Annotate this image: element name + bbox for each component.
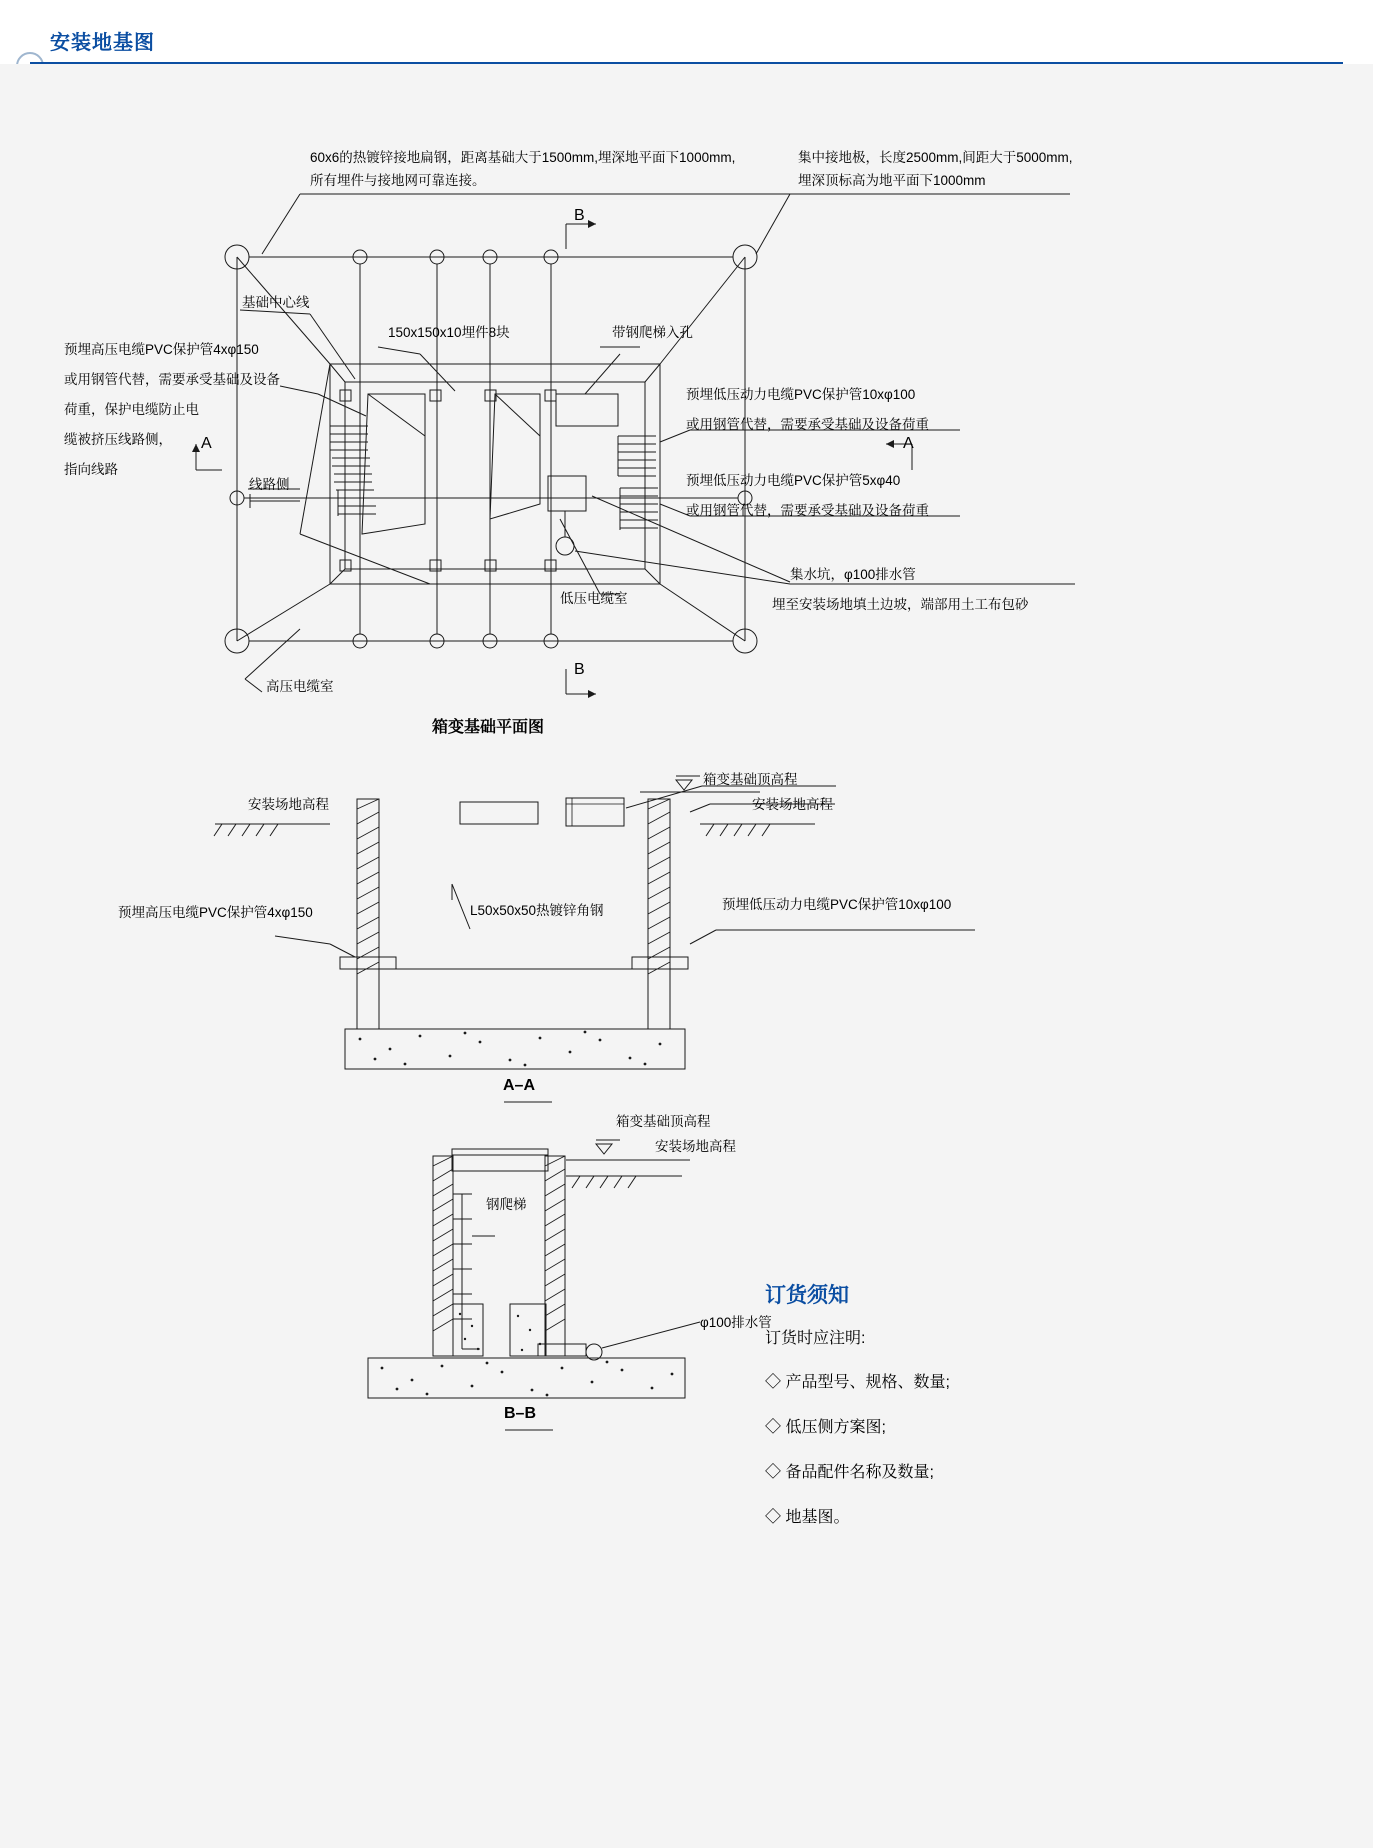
- plan-note-lv-pvc10-line2: 或用钢管代替，需要承受基础及设备荷重: [686, 417, 929, 432]
- drawing-canvas: [0, 64, 1373, 1848]
- plan-note-ground-pole-line2: 埋深顶标高为地平面下1000mm: [798, 173, 986, 188]
- aa-note-site-level-right: 安装场地高程: [752, 797, 833, 812]
- bb-note-drain: φ100排水管: [700, 1315, 772, 1330]
- plan-note-hv-pvc-line5: 指向线路: [64, 462, 118, 477]
- plan-note-lv-cable-room: 低压电缆室: [560, 591, 628, 606]
- order-notice-item-4: ◇ 地基图。: [765, 1509, 850, 1526]
- plan-note-embed-plate: 150x150x10埋件8块: [388, 325, 510, 340]
- section-bb-caption: B–B: [504, 1405, 537, 1422]
- plan-note-ground-strip-line2: 所有埋件与接地网可靠连接。: [310, 173, 486, 188]
- plan-note-hv-cable-room: 高压电缆室: [266, 679, 334, 694]
- order-notice-item-1: ◇ 产品型号、规格、数量;: [765, 1374, 950, 1391]
- bb-note-site-level: 安装场地高程: [655, 1139, 736, 1154]
- plan-note-sump-line2: 埋至安装场地填土边坡，端部用土工布包砂: [772, 597, 1029, 612]
- order-notice-title: 订货须知: [765, 1284, 849, 1307]
- aa-note-top-level: 箱变基础顶高程: [703, 772, 798, 787]
- aa-note-site-level-left: 安装场地高程: [248, 797, 329, 812]
- aa-note-angle-steel: L50x50x50热镀锌角钢: [470, 903, 604, 918]
- plan-note-ground-pole-line1: 集中接地极，长度2500mm,间距大于5000mm,: [798, 150, 1073, 165]
- plan-note-hv-pvc-line2: 或用钢管代替，需要承受基础及设备: [64, 372, 280, 387]
- plan-note-hv-pvc-line1: 预埋高压电缆PVC保护管4xφ150: [64, 342, 259, 357]
- plan-note-hv-pvc-line4: 缆被挤压线路侧，: [64, 432, 172, 447]
- section-mark-b-top: B: [574, 207, 586, 224]
- plan-note-hv-pvc-line3: 荷重，保护电缆防止电: [64, 402, 199, 417]
- plan-note-ladder-hole: 带钢爬梯入孔: [612, 325, 693, 340]
- plan-note-center-line: 基础中心线: [242, 295, 310, 310]
- plan-note-lv-pvc5-line1: 预埋低压动力电缆PVC保护管5xφ40: [686, 473, 901, 488]
- plan-note-lv-pvc10-line1: 预埋低压动力电缆PVC保护管10xφ100: [686, 387, 916, 402]
- section-mark-a-left: A: [201, 435, 213, 452]
- section-mark-b-bottom: B: [574, 661, 586, 678]
- aa-note-hv-pvc: 预埋高压电缆PVC保护管4xφ150: [118, 905, 313, 920]
- section-aa-caption: A–A: [503, 1077, 536, 1094]
- plan-note-line-side: 线路侧: [249, 477, 290, 492]
- plan-note-lv-pvc5-line2: 或用钢管代替，需要承受基础及设备荷重: [686, 503, 929, 518]
- order-notice-item-3: ◇ 备品配件名称及数量;: [765, 1464, 934, 1481]
- bb-note-ladder: 钢爬梯: [486, 1197, 527, 1212]
- page-title: 安装地基图: [50, 32, 155, 54]
- order-notice-item-2: ◇ 低压侧方案图;: [765, 1419, 886, 1436]
- aa-note-lv-pvc: 预埋低压动力电缆PVC保护管10xφ100: [722, 897, 952, 912]
- plan-note-sump-line1: 集水坑，φ100排水管: [790, 567, 916, 582]
- section-mark-a-right: A: [903, 435, 915, 452]
- bb-note-top-level: 箱变基础顶高程: [616, 1114, 711, 1129]
- plan-note-ground-strip-line1: 60x6的热镀锌接地扁钢，距离基础大于1500mm,埋深地平面下1000mm,: [310, 150, 736, 165]
- plan-caption: 箱变基础平面图: [432, 719, 545, 736]
- order-notice-lead: 订货时应注明:: [765, 1330, 866, 1347]
